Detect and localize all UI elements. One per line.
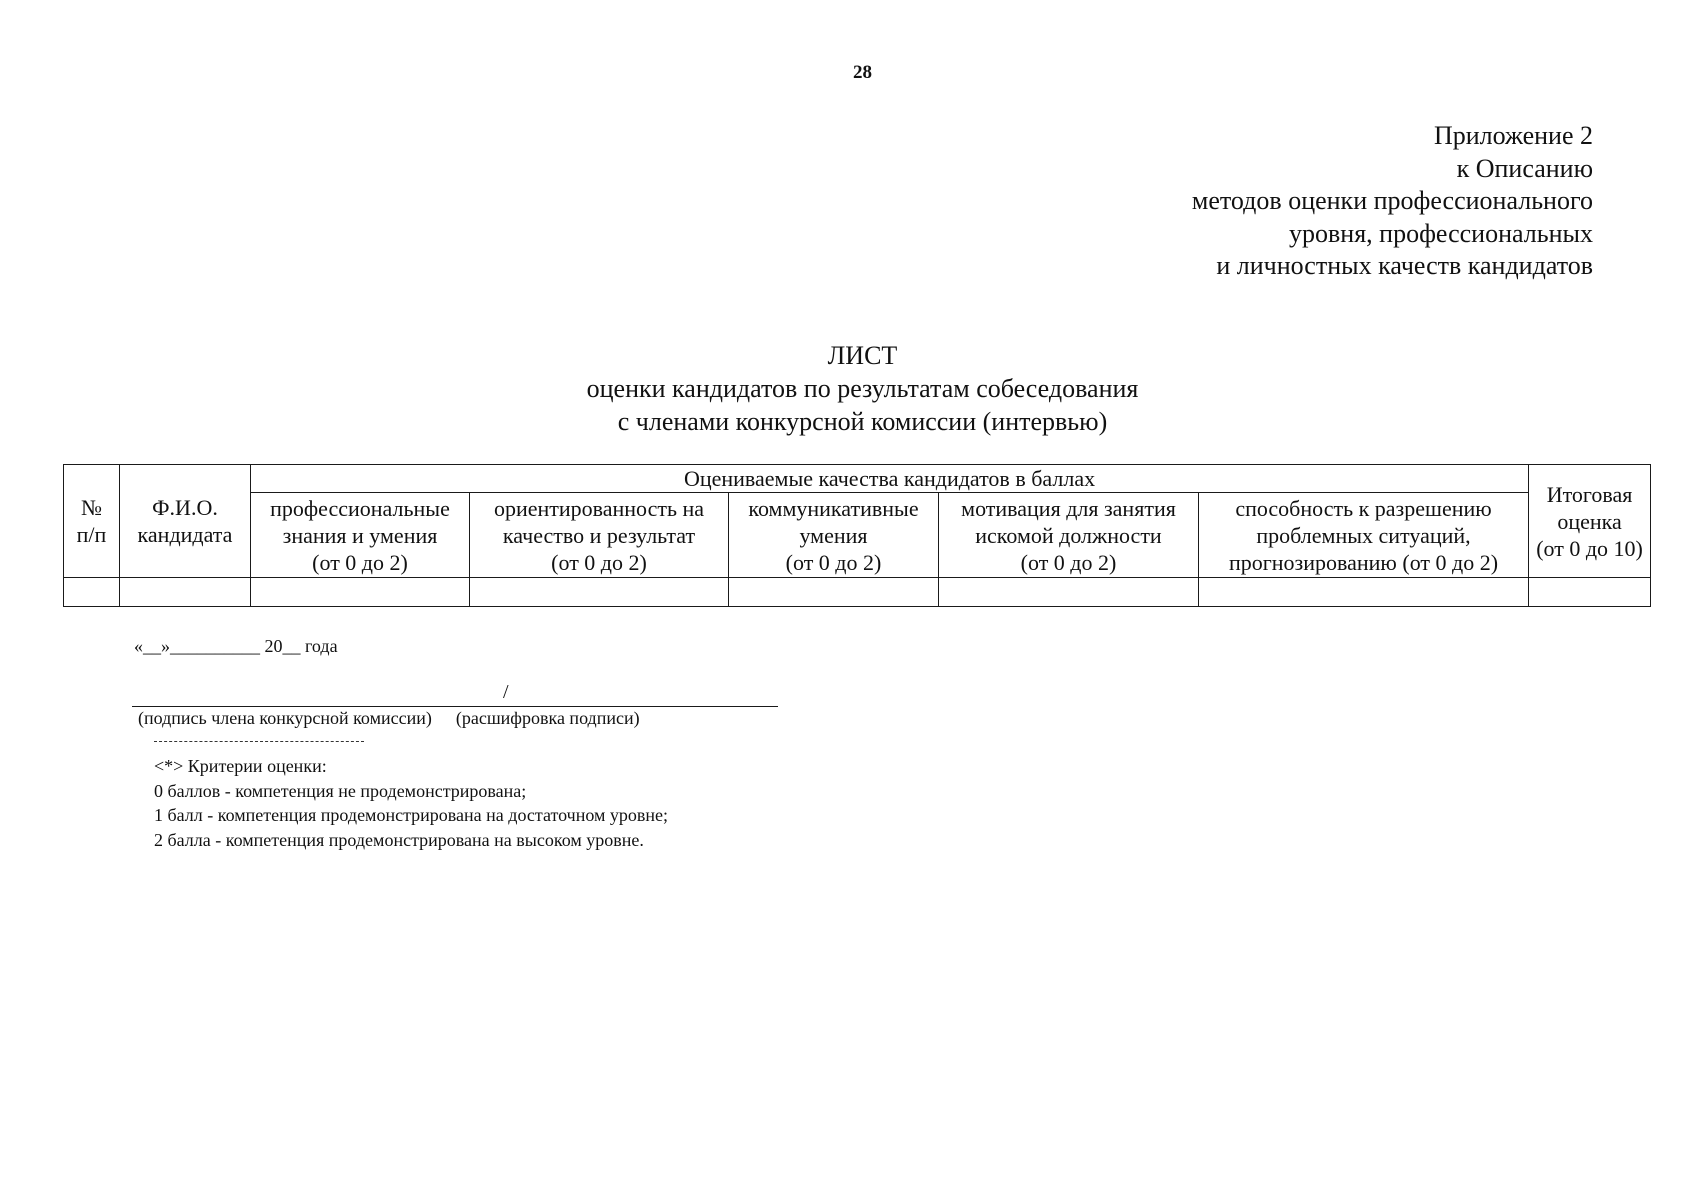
appendix-line: методов оценки профессионального <box>1191 186 1593 215</box>
footnote-item: 2 балла - компетенция продемонстрирована на высоком уровне. <box>154 829 644 850</box>
page-number: 28 <box>853 62 872 83</box>
footnote-heading: <*> Критерии оценки: <box>154 756 327 776</box>
appendix-header <box>1192 120 1593 283</box>
criterion-header: коммуникативные умения (от 0 до 2) <box>729 493 939 578</box>
criteria-group-header: Оцениваемые качества кандидатов в баллах <box>251 465 1529 493</box>
signature-captions <box>138 708 640 729</box>
criterion-header: мотивация для занятия искомой должности (от 0 до 2) <box>939 493 1199 578</box>
table-cell <box>251 578 470 607</box>
table-cell <box>64 578 120 607</box>
evaluation-table <box>63 464 1651 607</box>
criterion-header: профессиональные знания и умения (от 0 до 2) <box>251 493 470 578</box>
signature-caption-decode: (расшифровка подписи) <box>455 708 640 728</box>
table-cell <box>120 578 251 607</box>
criterion-header: способность к разрешению проблемных ситуаций, прогнозированию (от 0 до 2) <box>1199 493 1529 578</box>
appendix-line: и личностных качеств кандидатов <box>1216 251 1593 280</box>
column-header-total: Итоговая оценка (от 0 до 10) <box>1529 465 1651 578</box>
table-cell <box>1199 578 1529 607</box>
sheet-title-block <box>0 339 1694 438</box>
table-cell <box>1529 578 1651 607</box>
column-header-name: Ф.И.О. кандидата <box>120 465 251 578</box>
footnote-item: 0 баллов - компетенция не продемонстрирована; <box>154 780 527 801</box>
table-cell <box>939 578 1199 607</box>
footnote <box>154 754 668 852</box>
table-cell <box>729 578 939 607</box>
appendix-line: Приложение 2 <box>1433 121 1593 150</box>
footnote-item: 1 балл - компетенция продемонстрирована на достаточном уровне; <box>154 805 669 825</box>
sheet-title: ЛИСТ <box>827 341 898 370</box>
column-header-number: № п/п <box>64 465 120 578</box>
sheet-subtitle: с членами конкурсной комиссии (интервью) <box>617 407 1108 436</box>
date-line: «__»__________ 20__ года <box>134 636 338 656</box>
footnote-divider <box>154 741 364 742</box>
sheet-subtitle: оценки кандидатов по результатам собеседования <box>586 374 1139 403</box>
table-row <box>64 578 1651 607</box>
appendix-line: к Описанию <box>1456 153 1593 183</box>
table-cell <box>470 578 729 607</box>
signature-caption-member: (подпись члена конкурсной комиссии) <box>138 708 432 728</box>
appendix-line: уровня, профессиональных <box>1289 218 1593 248</box>
signature-slash: / <box>503 681 509 703</box>
signature-line <box>132 706 778 707</box>
criterion-header: ориентированность на качество и результат (от 0 до 2) <box>470 493 729 578</box>
